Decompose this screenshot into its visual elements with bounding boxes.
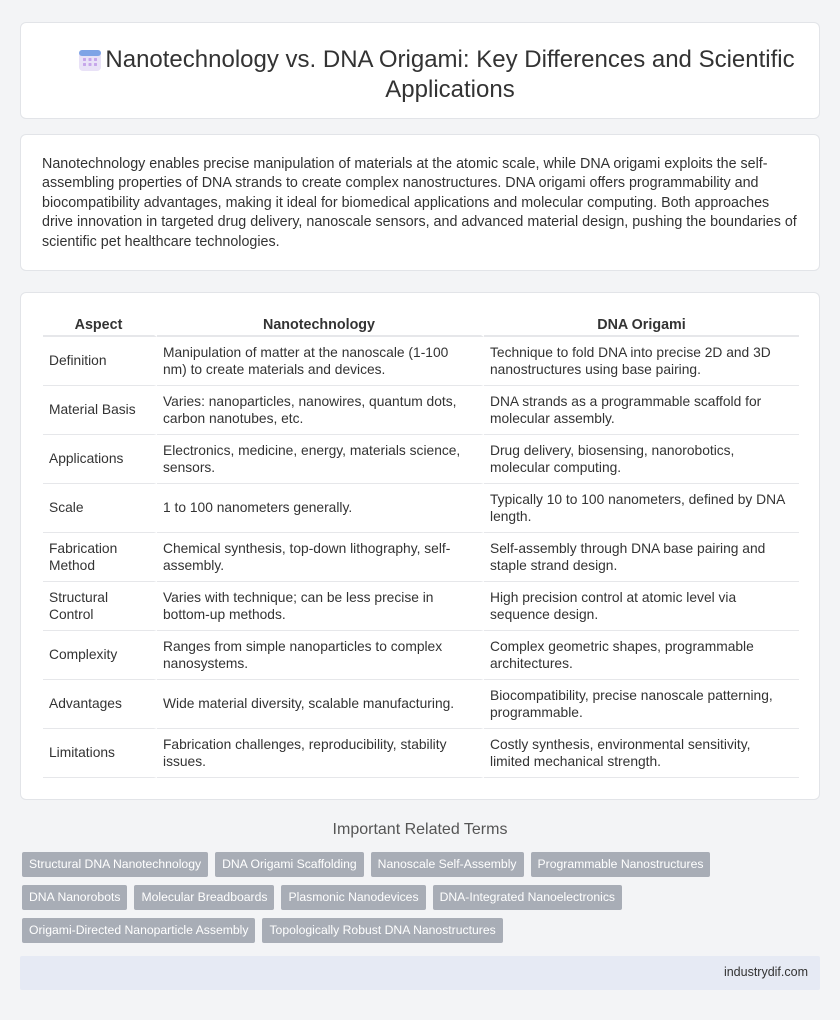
column-header: Aspect	[43, 315, 157, 337]
table-cell: Varies: nanoparticles, nanowires, quantum dots, carbon nanotubes, etc.	[157, 386, 484, 435]
table-cell: Structural Control	[43, 582, 157, 631]
related-term-tag[interactable]: Origami-Directed Nanoparticle Assembly	[22, 918, 255, 943]
tag-row	[22, 852, 822, 877]
table-cell: Complex geometric shapes, programmable architectures.	[484, 631, 799, 680]
table-cell: Drug delivery, biosensing, nanorobotics, molecular computing.	[484, 435, 799, 484]
table-cell: Ranges from simple nanoparticles to complex nanosystems.	[157, 631, 484, 680]
intro-paragraph: Nanotechnology enables precise manipulation of materials at the atomic scale, while DNA origami exploits the self-assembling properties of DNA strands to create complex nanostructures. DNA origami offers programmability and biocompatibility advantages, making it ideal for biomedical applications and molecular computing. Both approaches drive innovation in targeted drug delivery, nanoscale sensors, and advanced material design, pushing the boundaries of scientific pet healthcare technologies.	[42, 156, 797, 250]
comparison-table	[43, 315, 799, 778]
table-cell: DNA strands as a programmable scaffold for molecular assembly.	[484, 386, 799, 435]
related-term-tag[interactable]: DNA Nanorobots	[22, 885, 127, 910]
related-terms-list	[22, 852, 822, 951]
column-header: Nanotechnology	[157, 315, 484, 337]
comparison-table-card	[20, 292, 820, 800]
footer	[20, 956, 820, 990]
table-cell: Manipulation of matter at the nanoscale (1-100 nm) to create materials and devices.	[157, 337, 484, 386]
table-cell: Material Basis	[43, 386, 157, 435]
table-row	[43, 533, 799, 582]
table-row	[43, 582, 799, 631]
table-cell: Advantages	[43, 680, 157, 729]
table-cell: 1 to 100 nanometers generally.	[157, 484, 484, 533]
table-cell: Electronics, medicine, energy, materials science, sensors.	[157, 435, 484, 484]
table-row	[43, 729, 799, 778]
footer-site-link[interactable]: industrydif.com	[723, 965, 808, 979]
table-cell: Technique to fold DNA into precise 2D and 3D nanostructures using base pairing.	[484, 337, 799, 386]
table-cell: Applications	[43, 435, 157, 484]
table-cell: Fabrication challenges, reproducibility, stability issues.	[157, 729, 484, 778]
related-term-tag[interactable]: DNA Origami Scaffolding	[215, 852, 364, 877]
related-term-tag[interactable]: Programmable Nanostructures	[531, 852, 711, 877]
table-cell: Biocompatibility, precise nanoscale patterning, programmable.	[484, 680, 799, 729]
table-cell: Self-assembly through DNA base pairing and staple strand design.	[484, 533, 799, 582]
calendar-grid-icon	[77, 47, 103, 73]
intro-card	[20, 134, 820, 271]
related-term-tag[interactable]: Nanoscale Self-Assembly	[371, 852, 524, 877]
table-row	[43, 435, 799, 484]
table-cell: Typically 10 to 100 nanometers, defined by DNA length.	[484, 484, 799, 533]
title-card	[20, 22, 820, 119]
table-row	[43, 386, 799, 435]
related-term-tag[interactable]: Molecular Breadboards	[134, 885, 274, 910]
table-cell: Fabrication Method	[43, 533, 157, 582]
related-terms-heading: Important Related Terms	[332, 821, 508, 838]
table-cell: Varies with technique; can be less precise in bottom-up methods.	[157, 582, 484, 631]
table-row	[43, 337, 799, 386]
table-row	[43, 484, 799, 533]
table-cell: Limitations	[43, 729, 157, 778]
table-cell: Scale	[43, 484, 157, 533]
table-cell: Complexity	[43, 631, 157, 680]
table-header-row	[43, 315, 799, 337]
tag-row	[22, 918, 822, 943]
column-header: DNA Origami	[484, 315, 799, 337]
table-cell: Costly synthesis, environmental sensitivity, limited mechanical strength.	[484, 729, 799, 778]
table-row	[43, 680, 799, 729]
page-title: Nanotechnology vs. DNA Origami: Key Differences and Scientific Applications	[105, 46, 795, 103]
tag-row	[22, 885, 822, 910]
table-cell: Chemical synthesis, top-down lithography, self-assembly.	[157, 533, 484, 582]
related-term-tag[interactable]: Plasmonic Nanodevices	[281, 885, 425, 910]
table-row	[43, 631, 799, 680]
related-term-tag[interactable]: Topologically Robust DNA Nanostructures	[262, 918, 502, 943]
table-cell: High precision control at atomic level via sequence design.	[484, 582, 799, 631]
table-cell: Definition	[43, 337, 157, 386]
related-term-tag[interactable]: Structural DNA Nanotechnology	[22, 852, 208, 877]
related-term-tag[interactable]: DNA-Integrated Nanoelectronics	[433, 885, 622, 910]
table-cell: Wide material diversity, scalable manufacturing.	[157, 680, 484, 729]
